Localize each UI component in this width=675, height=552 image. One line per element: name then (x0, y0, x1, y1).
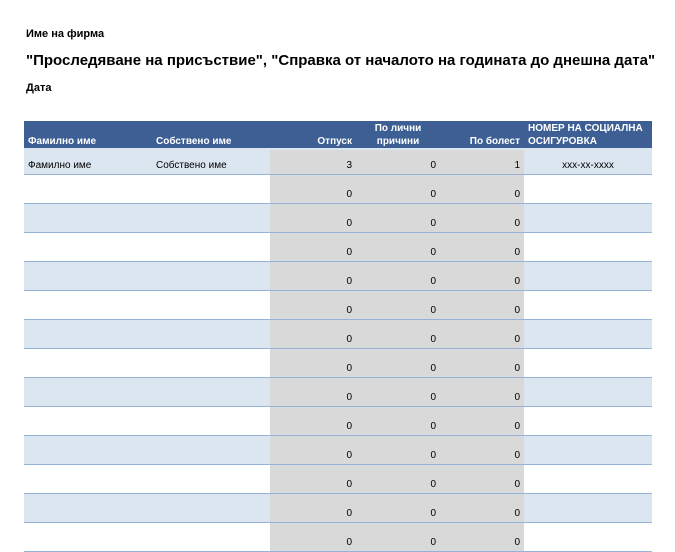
cell-sick[interactable]: 0 (440, 175, 524, 204)
cell-last-name[interactable] (24, 175, 152, 204)
cell-vacation[interactable]: 0 (270, 175, 356, 204)
cell-sick[interactable]: 0 (440, 262, 524, 291)
cell-last-name[interactable] (24, 465, 152, 494)
cell-personal[interactable]: 0 (356, 349, 440, 378)
cell-first-name[interactable] (152, 320, 270, 349)
cell-personal[interactable]: 0 (356, 233, 440, 262)
cell-ssn[interactable] (524, 494, 652, 523)
table-row (24, 407, 652, 436)
table-row (24, 262, 652, 291)
cell-sick[interactable]: 1 (440, 150, 524, 175)
cell-sick[interactable]: 0 (440, 436, 524, 465)
company-name[interactable]: Име на фирма (26, 28, 105, 40)
table-row (24, 204, 652, 233)
table-row (24, 494, 652, 523)
cell-sick[interactable]: 0 (440, 204, 524, 233)
cell-sick[interactable]: 0 (440, 291, 524, 320)
cell-last-name[interactable] (24, 349, 152, 378)
cell-ssn[interactable] (524, 378, 652, 407)
cell-ssn[interactable] (524, 204, 652, 233)
cell-sick[interactable]: 0 (440, 233, 524, 262)
cell-ssn[interactable] (524, 320, 652, 349)
cell-ssn[interactable] (524, 349, 652, 378)
cell-last-name[interactable] (24, 523, 152, 552)
cell-personal[interactable]: 0 (356, 150, 440, 175)
table-row (24, 349, 652, 378)
cell-ssn[interactable] (524, 465, 652, 494)
header-vacation[interactable]: Отпуск (270, 121, 356, 148)
cell-vacation[interactable]: 0 (270, 262, 356, 291)
cell-vacation[interactable]: 0 (270, 204, 356, 233)
cell-first-name[interactable] (152, 262, 270, 291)
cell-sick[interactable]: 0 (440, 378, 524, 407)
cell-personal[interactable]: 0 (356, 204, 440, 233)
cell-ssn[interactable] (524, 407, 652, 436)
cell-personal[interactable]: 0 (356, 262, 440, 291)
cell-first-name[interactable] (152, 233, 270, 262)
cell-first-name[interactable] (152, 494, 270, 523)
cell-personal[interactable]: 0 (356, 407, 440, 436)
cell-last-name[interactable]: Фамилно име (24, 150, 152, 175)
cell-personal[interactable]: 0 (356, 175, 440, 204)
cell-last-name[interactable] (24, 233, 152, 262)
table-row (24, 436, 652, 465)
cell-vacation[interactable]: 0 (270, 436, 356, 465)
cell-last-name[interactable] (24, 262, 152, 291)
cell-vacation[interactable]: 0 (270, 378, 356, 407)
cell-sick[interactable]: 0 (440, 465, 524, 494)
cell-personal[interactable]: 0 (356, 378, 440, 407)
cell-vacation[interactable]: 0 (270, 494, 356, 523)
cell-first-name[interactable] (152, 378, 270, 407)
cell-first-name[interactable] (152, 349, 270, 378)
table-row (24, 291, 652, 320)
cell-ssn[interactable]: xxx-xx-xxxx (524, 150, 652, 175)
attendance-table (24, 121, 652, 552)
cell-sick[interactable]: 0 (440, 494, 524, 523)
cell-last-name[interactable] (24, 436, 152, 465)
header-personal[interactable]: По лични причини (356, 121, 440, 148)
cell-vacation[interactable]: 0 (270, 320, 356, 349)
cell-sick[interactable]: 0 (440, 407, 524, 436)
cell-sick[interactable]: 0 (440, 523, 524, 552)
cell-first-name[interactable] (152, 436, 270, 465)
cell-ssn[interactable] (524, 262, 652, 291)
header-ssn[interactable]: НОМЕР НА СОЦИАЛНА ОСИГУРОВКА (524, 121, 652, 148)
cell-first-name[interactable] (152, 465, 270, 494)
cell-last-name[interactable] (24, 494, 152, 523)
cell-personal[interactable]: 0 (356, 291, 440, 320)
table-row (24, 233, 652, 262)
cell-vacation[interactable]: 0 (270, 233, 356, 262)
report-title[interactable]: "Проследяване на присъствие", "Справка от началото на годината до днешна дата" (26, 52, 656, 69)
cell-personal[interactable]: 0 (356, 320, 440, 349)
cell-first-name[interactable] (152, 407, 270, 436)
cell-vacation[interactable]: 3 (270, 150, 356, 175)
cell-last-name[interactable] (24, 407, 152, 436)
cell-personal[interactable]: 0 (356, 494, 440, 523)
cell-last-name[interactable] (24, 320, 152, 349)
table-row (24, 523, 652, 552)
cell-ssn[interactable] (524, 436, 652, 465)
header-row (24, 121, 652, 148)
cell-first-name[interactable] (152, 175, 270, 204)
cell-first-name[interactable] (152, 523, 270, 552)
cell-personal[interactable]: 0 (356, 436, 440, 465)
cell-ssn[interactable] (524, 523, 652, 552)
cell-ssn[interactable] (524, 291, 652, 320)
cell-sick[interactable]: 0 (440, 349, 524, 378)
cell-first-name[interactable] (152, 204, 270, 233)
table-row (24, 175, 652, 204)
cell-ssn[interactable] (524, 233, 652, 262)
date-label[interactable]: Дата (26, 82, 52, 94)
cell-sick[interactable]: 0 (440, 320, 524, 349)
cell-vacation[interactable]: 0 (270, 523, 356, 552)
header-last-name[interactable]: Фамилно име (24, 121, 152, 148)
cell-personal[interactable]: 0 (356, 465, 440, 494)
cell-vacation[interactable]: 0 (270, 407, 356, 436)
cell-vacation[interactable]: 0 (270, 465, 356, 494)
table-row (24, 320, 652, 349)
cell-first-name[interactable]: Собствено име (152, 150, 270, 175)
header-first-name[interactable]: Собствено име (152, 121, 270, 148)
table-row (24, 465, 652, 494)
cell-personal[interactable]: 0 (356, 523, 440, 552)
table-row (24, 150, 652, 175)
cell-vacation[interactable]: 0 (270, 349, 356, 378)
table-row (24, 378, 652, 407)
cell-vacation[interactable]: 0 (270, 291, 356, 320)
cell-ssn[interactable] (524, 175, 652, 204)
cell-first-name[interactable] (152, 291, 270, 320)
cell-last-name[interactable] (24, 204, 152, 233)
cell-last-name[interactable] (24, 378, 152, 407)
cell-last-name[interactable] (24, 291, 152, 320)
header-sick[interactable]: По болест (440, 121, 524, 148)
